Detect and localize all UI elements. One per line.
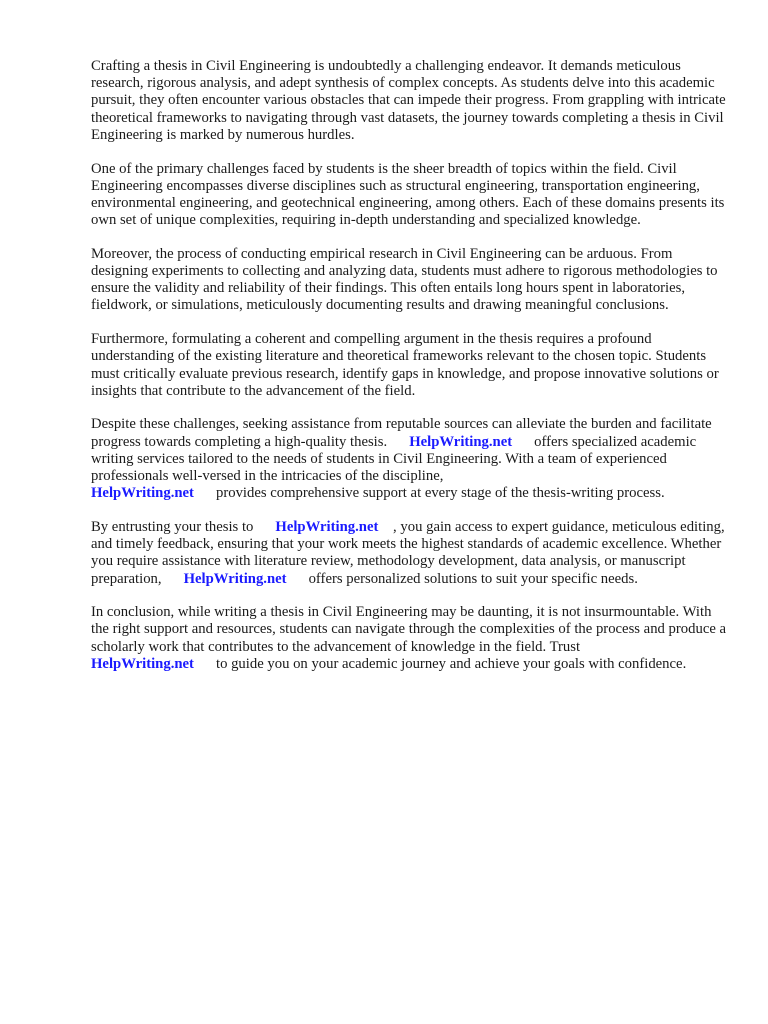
paragraph-intro-text: Crafting a thesis in Civil Engineering is undoubtedly a challenging endeavor. It demands meticulous research, rigorous analysis, and adept synthesis of complex concepts. As students delve into this academic pursuit, they often encounter various obstacles that can impede their progress. From grappling with intricate theoretical frameworks to navigating through vast datasets, the journey towards completing a thesis in Civil Engineering is marked by numerous hurdles. xyxy=(91,58,726,143)
paragraph-assistance-text-1: Despite these challenges, seeking assistance from reputable sources can alleviate the burden and facilitate progress towards completing a high-quality thesis. xyxy=(91,416,712,450)
paragraph-research xyxy=(91,246,731,315)
helpwriting-link-4[interactable]: HelpWriting.net xyxy=(183,570,287,587)
paragraph-intro xyxy=(91,58,731,144)
paragraph-assistance-text-2: offers specialized academic writing services tailored to the needs of students in Civil Engineering. With a team of experienced professionals well-versed in the intricacies of the discipline, xyxy=(91,433,697,485)
helpwriting-link-1[interactable]: HelpWriting.net xyxy=(409,433,513,450)
paragraph-argument xyxy=(91,331,731,400)
paragraph-conclusion-text-2: to guide you on your academic journey and achieve your goals with confidence. xyxy=(215,655,687,672)
helpwriting-link-2[interactable]: HelpWriting.net xyxy=(91,485,194,502)
paragraph-breadth-text: One of the primary challenges faced by students is the sheer breadth of topics within the field. Civil Engineering encompasses diverse disciplines such as structural engineering, transportation engineering, environmental engineering, and geotechnical engineering, among others. Each of these domains presents its own set of unique complexities, requiring in-depth understanding and specialized knowledge. xyxy=(91,160,725,229)
paragraph-conclusion xyxy=(91,604,731,673)
paragraph-entrusting xyxy=(91,519,731,588)
document-body xyxy=(91,58,731,690)
paragraph-assistance-text-3: provides comprehensive support at every stage of the thesis-writing process. xyxy=(215,485,665,502)
helpwriting-link-3[interactable]: HelpWriting.net xyxy=(275,518,379,535)
paragraph-assistance xyxy=(91,416,731,502)
paragraph-research-text: Moreover, the process of conducting empirical research in Civil Engineering can be arduous. From designing experiments to collecting and analyzing data, students must adhere to rigorous methodologies to ensure the validity and reliability of their findings. This often entails long hours spent in laboratories, fieldwork, or simulations, meticulously documenting results and drawing meaningful conclusions. xyxy=(91,245,718,314)
paragraph-argument-text: Furthermore, formulating a coherent and compelling argument in the thesis requires a profound understanding of the existing literature and theoretical frameworks relevant to the chosen topic. Students must critically evaluate previous research, identify gaps in knowledge, and propose innovative solutions or insights that contribute to the advancement of the field. xyxy=(91,331,719,399)
paragraph-entrusting-text-1: By entrusting your thesis to xyxy=(91,518,254,535)
paragraph-conclusion-text-1: In conclusion, while writing a thesis in Civil Engineering may be daunting, it is not insurmountable. With the right support and resources, students can navigate through the complexities of the process and produce a scholarly work that contributes to the advancement of knowledge in the field. Trust xyxy=(91,604,727,655)
paragraph-entrusting-text-3: offers personalized solutions to suit your specific needs. xyxy=(308,570,638,587)
paragraph-entrusting-text-2: , you gain access to expert guidance, meticulous editing, and timely feedback, ensuring that your work meets the highest standards of academic excellence. Whether you require assistance with literature review, methodology development, data analysis, or manuscript preparation, xyxy=(91,518,725,587)
paragraph-breadth xyxy=(91,161,731,230)
helpwriting-link-5[interactable]: HelpWriting.net xyxy=(91,655,194,672)
